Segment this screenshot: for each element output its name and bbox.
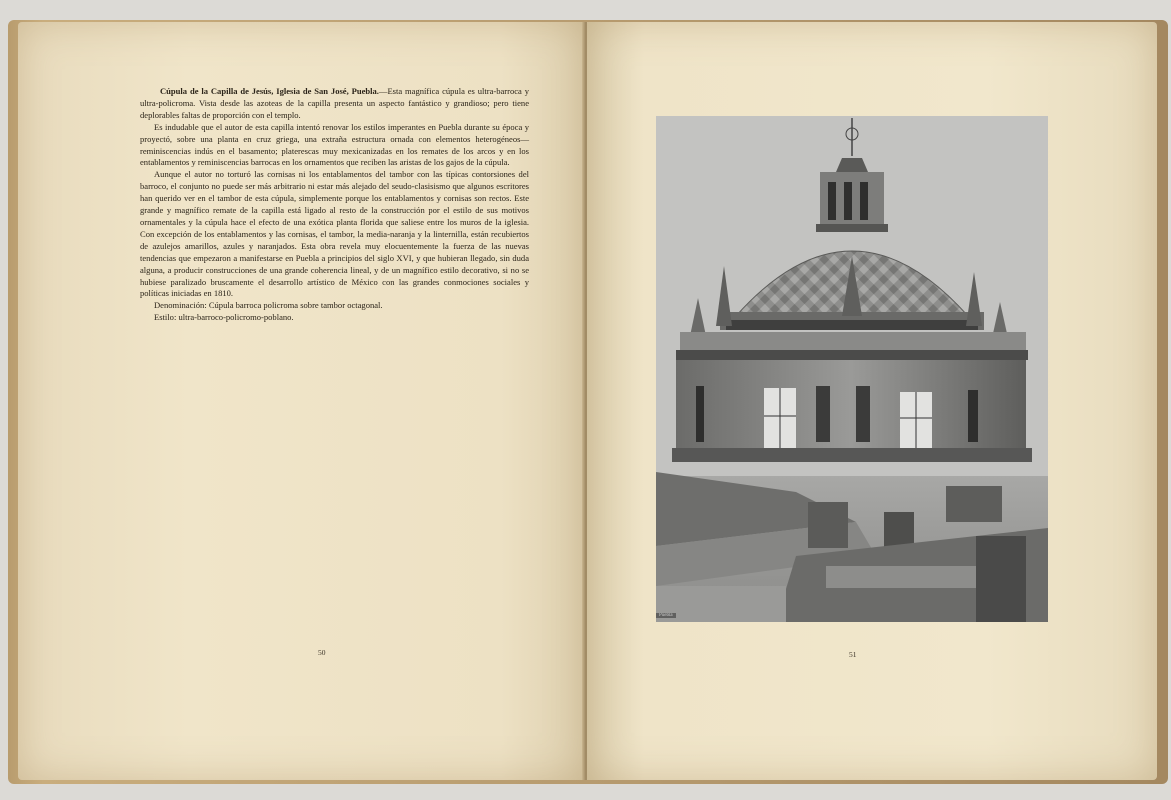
dome-photograph xyxy=(656,116,1048,622)
page-number-left: 50 xyxy=(318,648,326,657)
paragraph-1-text: —Esta magnífica cúpula es ultra-barroca y ultra-policroma. Vista desde las azoteas de la capilla presenta un aspecto fantástico y grandioso; pero tiene deplorables faltas de proporción con el templo. xyxy=(140,86,529,120)
paragraph-estilo: Estilo: ultra-barroco-policromo-poblano. xyxy=(154,312,294,323)
dome-illustration xyxy=(656,116,1048,622)
paragraph-1 xyxy=(140,86,529,122)
section-heading: Cúpula de la Capilla de Jesús, Iglesia de San José, Puebla. xyxy=(160,86,379,96)
photo-caption: Puebla xyxy=(656,613,676,618)
paragraph-2: Es indudable que el autor de esta capilla intentó renovar los estilos imperantes en Puebla durante su época y proyectó, sobre una planta en cruz griega, una extraña estructura ornada con elementos heterogéneos—reminiscencias indús en el basamento; platerescas muy mexicanizadas en los remates de los arcos y en los entablamentos y reminiscencias barrocas en los ornamentos que reciben las aristas de los gajos de la cúpula. xyxy=(140,121,529,168)
page-number-right: 51 xyxy=(849,650,857,659)
body-text xyxy=(140,86,529,324)
paragraph-denominacion: Denominación: Cúpula barroca policroma sobre tambor octagonal. xyxy=(154,300,383,311)
paragraph-3: Aunque el autor no torturó las cornisas ni los entablamentos del tambor con las típicas contorsiones del barroco, el conjunto no puede ser más arbitrario ni estar más alejado del seudo-clasisismo que algunos escritores han querido ver en el tambor de esta cúpula, simplemente porque los entablamentos y cornisas son rectos. Este grande y magnífico remate de la capilla está ligado al resto de la construcción por el estilo de sus motivos ornamentales y la cúpula hace el efecto de una exótica planta florida que saliese entre los muros de la iglesia. Con excepción de los entablamentos y las cornisas, el tambor, la media-naranja y la linternilla, están recubiertos de azulejos amarillos, azules y naranjados. Esta obra revela muy elocuentemente la fuerza de las nuevas tendencias que empezaron a manifestarse en Puebla a principios del siglo XVI, y que hubieran llegado, sin duda alguna, a producir construcciones de una grande coherencia lineal, y de un magnífico estilo decorativo, si no se hubiese paralizado bruscamente el desarrollo artístico de México con las grandes conmociones sociales y políticas iniciadas en 1810. xyxy=(140,169,529,299)
left-page xyxy=(18,22,586,780)
